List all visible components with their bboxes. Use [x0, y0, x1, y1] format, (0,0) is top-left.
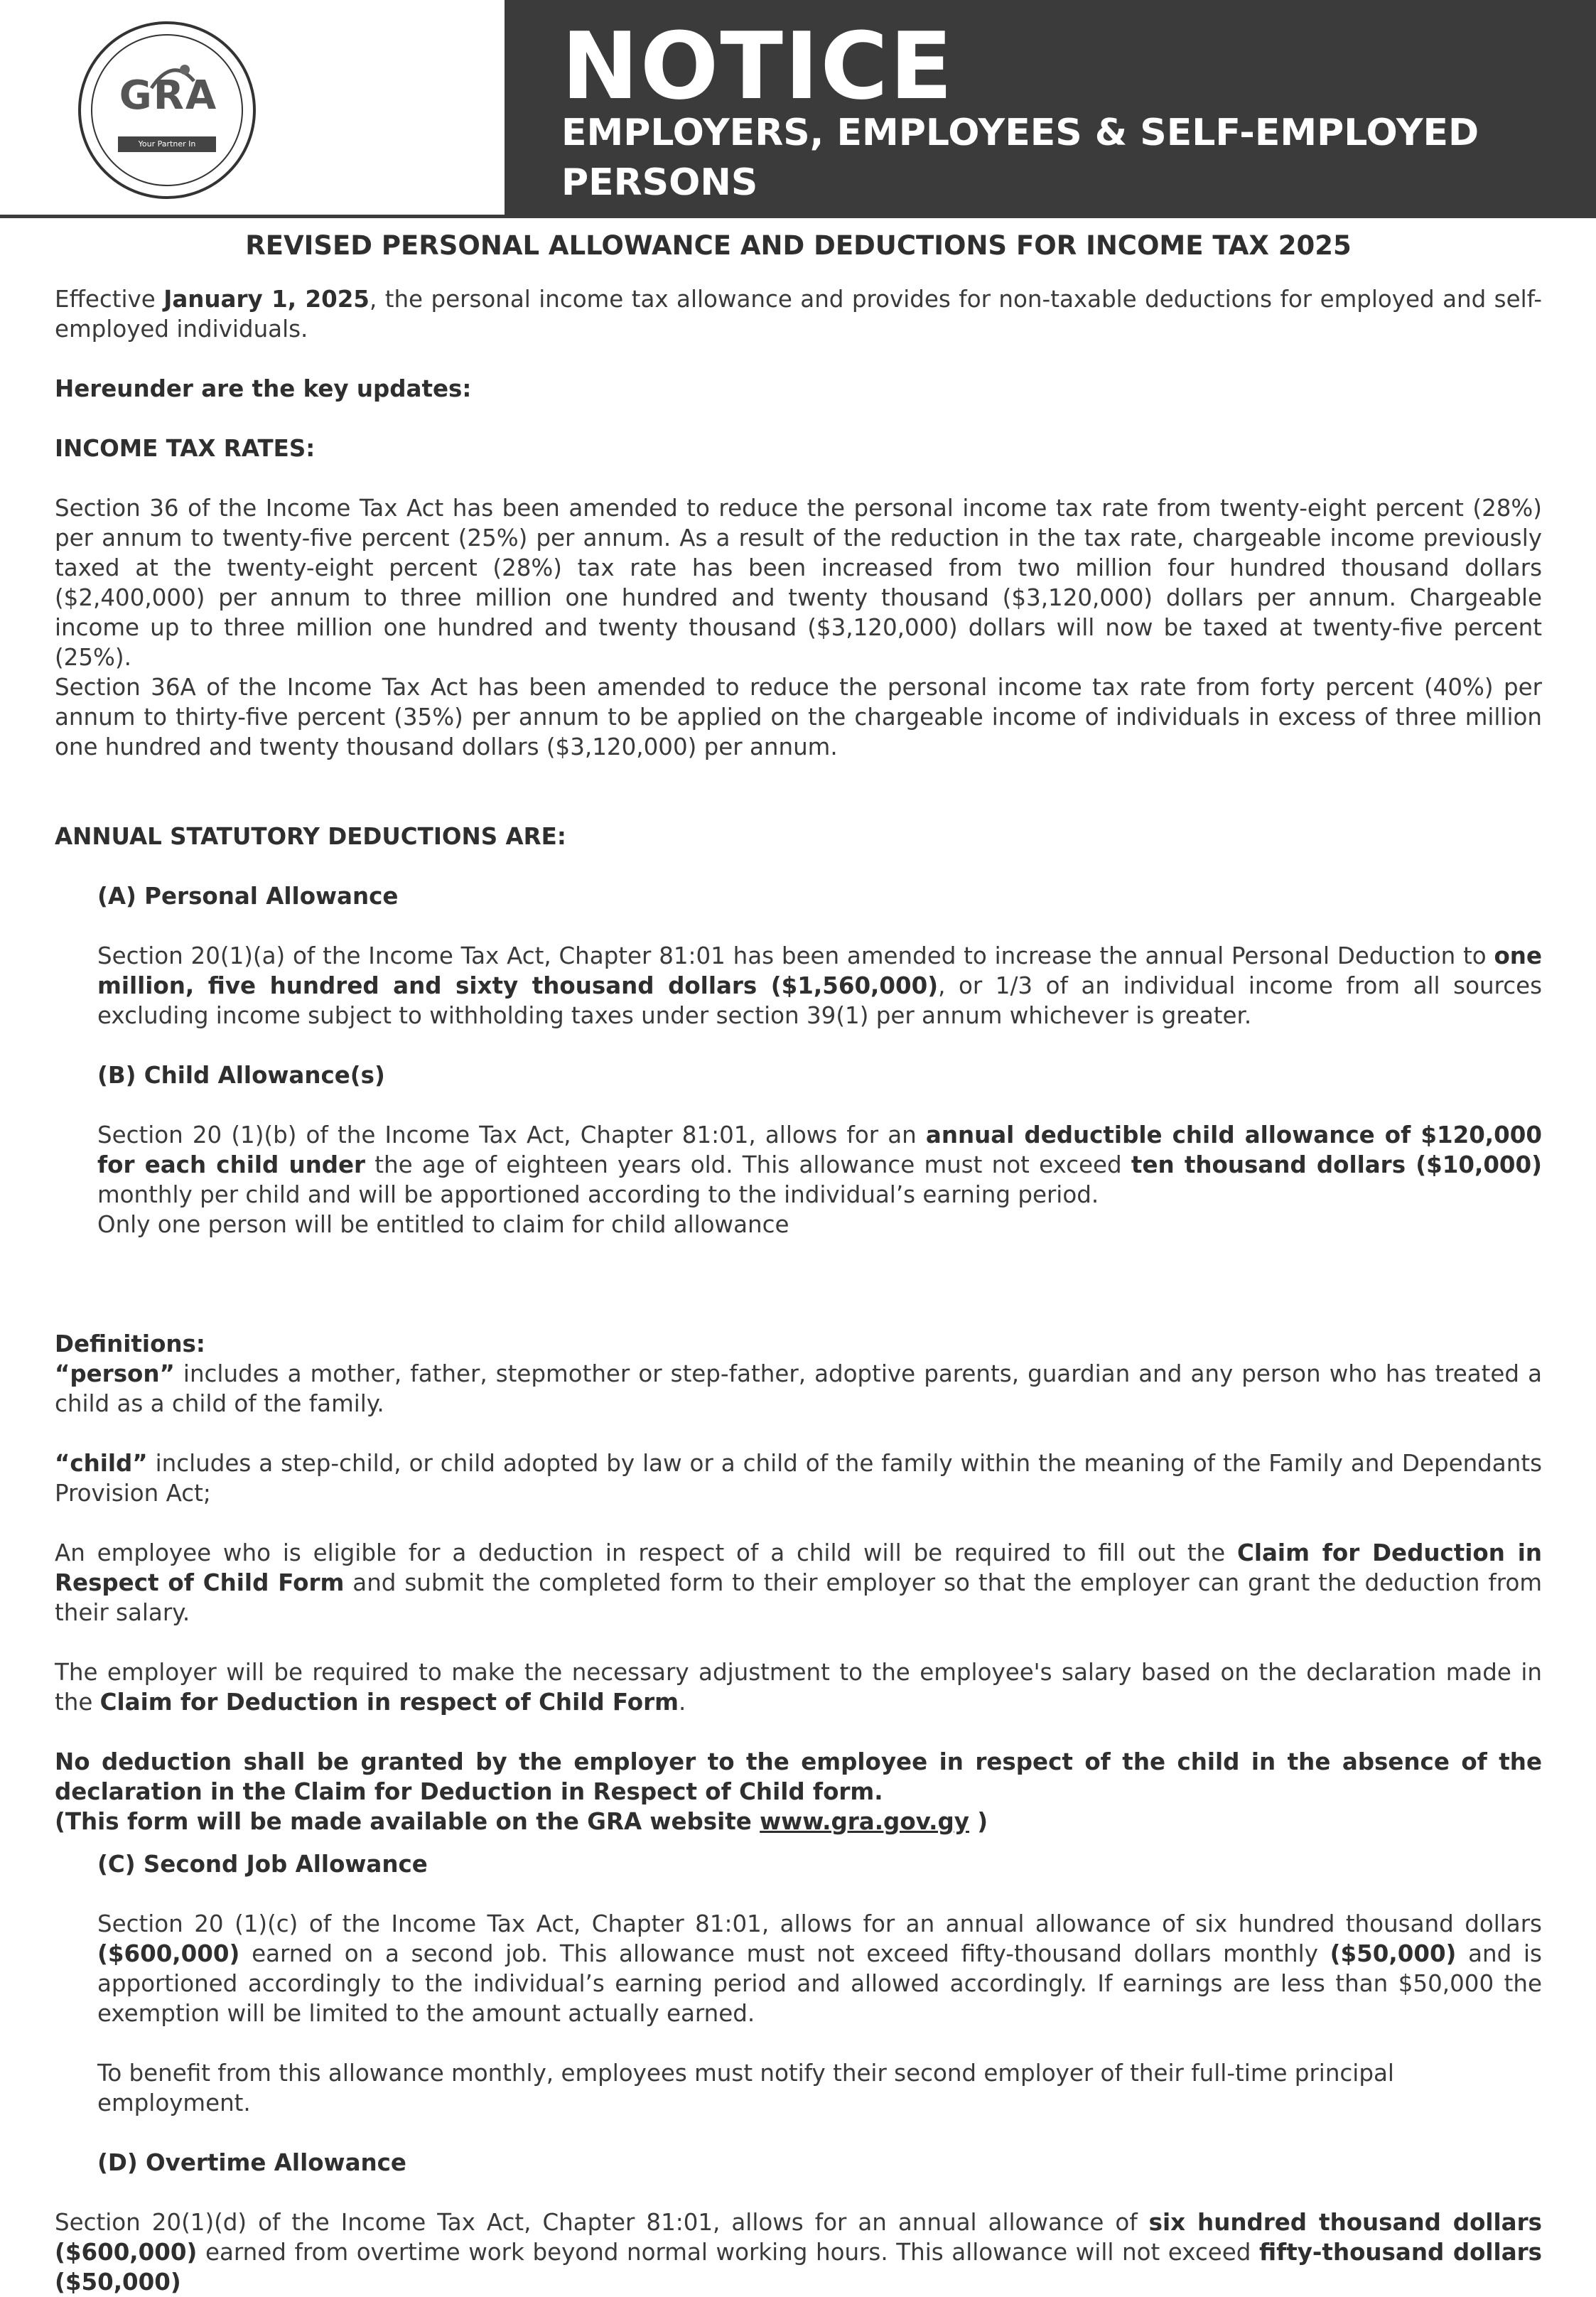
second-job-section — [55, 1849, 1542, 2178]
ot-text-1: Section 20(1)(d) of the Income Tax Act, Chapter 81:01, allows for an annual allowance of — [55, 2209, 1149, 2236]
person-definition — [55, 1359, 1542, 1419]
child-term: “child” — [55, 1450, 148, 1477]
section-36-paragraph: Section 36 of the Income Tax Act has been amended to reduce the personal income tax rate from twenty-eight percent (28%) per annum to twenty-five percent (25%) per annum. As a result of the reduction in the tax rate, chargeable income previously taxed at the twenty-eight percent (28%) tax rate has been increased from two million four hundred thousand dollars ($2,400,000) per annum to three million one hundred and twenty thousand ($3,120,000) dollars per annum. Chargeable income up to three million one hundred and twenty thousand ($3,120,000) dollars will now be taxed at twenty-five percent (25%). — [55, 495, 1542, 671]
sj-text-1: Section 20 (1)(c) of the Income Tax Act, Chapter 81:01, allows for an annual allowance of six hundred thousand dollars — [97, 1910, 1542, 1937]
gra-website-link[interactable]: www.gra.gov.gy — [760, 1808, 969, 1835]
ca-bold-2: ten thousand dollars ($10,000) — [1131, 1151, 1543, 1178]
header-divider — [0, 215, 1596, 218]
sj-text-2: earned on a second job. This allowance must not exceed fifty-thousand dollars monthly — [239, 1940, 1330, 1967]
child-allowance-text — [97, 1120, 1542, 1210]
pa-amount: one million, five hundred and sixty thousand dollars ($1,560,000) — [97, 942, 1542, 999]
logo-text: GRA — [119, 72, 218, 119]
ot-bold-2: fifty-thousand dollars ($50,000) — [55, 2239, 1542, 2296]
overtime-text — [55, 2207, 1542, 2297]
child-allowance-heading: (B) Child Allowance(s) — [97, 1062, 385, 1089]
second-job-heading: (C) Second Job Allowance — [97, 1851, 428, 1878]
sj-bold-1: ($600,000) — [97, 1940, 240, 1967]
gra-logo — [78, 21, 256, 199]
notice-subtitle: EMPLOYERS, EMPLOYEES & SELF-EMPLOYED PERSONS — [561, 112, 1479, 204]
key-updates-heading: Hereunder are the key updates: — [55, 375, 472, 402]
second-job-text — [97, 1909, 1542, 2028]
logo-area — [0, 0, 505, 217]
form-availability-note — [55, 1807, 1542, 1836]
deductions-heading: ANNUAL STATUTORY DEDUCTIONS ARE: — [55, 823, 566, 850]
intro-prefix: Effective — [55, 286, 164, 313]
notice-title: NOTICE — [561, 12, 954, 120]
eligible-text-1: An employee who is eligible for a deduction in respect of a child will be required to fill out the — [55, 1539, 1237, 1566]
header — [0, 0, 1596, 217]
ca-text-3: monthly per child and will be apportioned according to the individual’s earning period. — [97, 1181, 1099, 1208]
logo-tagline: Your Partner In Development — [118, 136, 216, 152]
employer-paragraph — [55, 1657, 1542, 1717]
personal-allowance-heading: (A) Personal Allowance — [97, 883, 399, 910]
definitions-heading: Definitions: — [55, 1330, 205, 1357]
child-text: includes a step-child, or child adopted by law or a child of the family within the meaning of the Family and Dependants Provision Act; — [55, 1450, 1542, 1507]
form-note-suffix: ) — [969, 1808, 988, 1835]
pa-text-2: , or 1/3 of an individual income from all sources excluding income subject to withholding taxes under section 39(1) per annum whichever is greater. — [97, 972, 1542, 1029]
overtime-heading: (D) Overtime Allowance — [97, 2149, 406, 2176]
ca-text-2: the age of eighteen years old. This allowance must not exceed — [365, 1151, 1131, 1178]
ca-text-1: Section 20 (1)(b) of the Income Tax Act, Chapter 81:01, allows for an — [97, 1121, 926, 1148]
child-definition — [55, 1448, 1542, 1508]
child-allowance-only-one: Only one person will be entitled to claim for child allowance — [97, 1211, 789, 1238]
no-deduction-paragraph: No deduction shall be granted by the employer to the employee in respect of the child in the absence of the declaration in the Claim for Deduction in Respect of Child form. — [55, 1748, 1542, 1805]
personal-allowance-text — [97, 941, 1542, 1031]
pa-text-1: Section 20(1)(a) of the Income Tax Act, Chapter 81:01 has been amended to increase the annual Personal Deduction to — [97, 942, 1494, 969]
eligible-text-2: and submit the completed form to their employer so that the employer can grant the deduction from their salary. — [55, 1569, 1542, 1626]
intro-rest: , the personal income tax allowance and provides for non-taxable deductions for employed and self-employed individuals. — [55, 286, 1542, 343]
personal-allowance-section — [55, 881, 1542, 1239]
eligible-form-name: Claim for Deduction in Respect of Child Form — [55, 1539, 1542, 1596]
employer-text-2: . — [679, 1689, 686, 1716]
document-body — [55, 226, 1542, 2297]
ca-bold-1: annual deductible child allowance of $120,000 for each child under — [97, 1121, 1542, 1178]
tax-rates-heading: INCOME TAX RATES: — [55, 435, 316, 462]
eligible-paragraph — [55, 1538, 1542, 1628]
logo-inner-ring — [91, 34, 243, 186]
second-job-notify: To benefit from this allowance monthly, employees must notify their second employer of their full-time principal employment. — [97, 2060, 1394, 2116]
sj-text-3: and is apportioned accordingly to the individual’s earning period and allowed accordingly. If earnings are less than $50,000 the exemption will be limited to the amount actually earned. — [97, 1940, 1542, 2027]
ot-bold-1: six hundred thousand dollars ($600,000) — [55, 2209, 1542, 2266]
document-title: REVISED PERSONAL ALLOWANCE AND DEDUCTIONS FOR INCOME TAX 2025 — [245, 230, 1352, 261]
title-bar — [505, 0, 1596, 217]
person-term: “person” — [55, 1360, 175, 1387]
form-note-prefix: (This form will be made available on the GRA website — [55, 1808, 760, 1835]
employer-form-name: Claim for Deduction in respect of Child Form — [99, 1689, 679, 1716]
sj-bold-2: ($50,000) — [1330, 1940, 1457, 1967]
employer-text-1: The employer will be required to make the necessary adjustment to the employee's salary based on the declaration made in the — [55, 1659, 1542, 1716]
ot-text-2: earned from overtime work beyond normal working hours. This allowance will not exceed — [197, 2239, 1259, 2266]
effective-date: January 1, 2025 — [163, 286, 370, 313]
section-36a-paragraph: Section 36A of the Income Tax Act has been amended to reduce the personal income tax rate from forty percent (40%) per annum to thirty-five percent (35%) per annum to be applied on the chargeable income of individuals in excess of three million one hundred and twenty thousand dollars ($3,120,000) per annum. — [55, 674, 1542, 760]
intro-paragraph — [55, 284, 1542, 344]
person-text: includes a mother, father, stepmother or step-father, adoptive parents, guardian and any person who has treated a child as a child of the family. — [55, 1360, 1542, 1417]
